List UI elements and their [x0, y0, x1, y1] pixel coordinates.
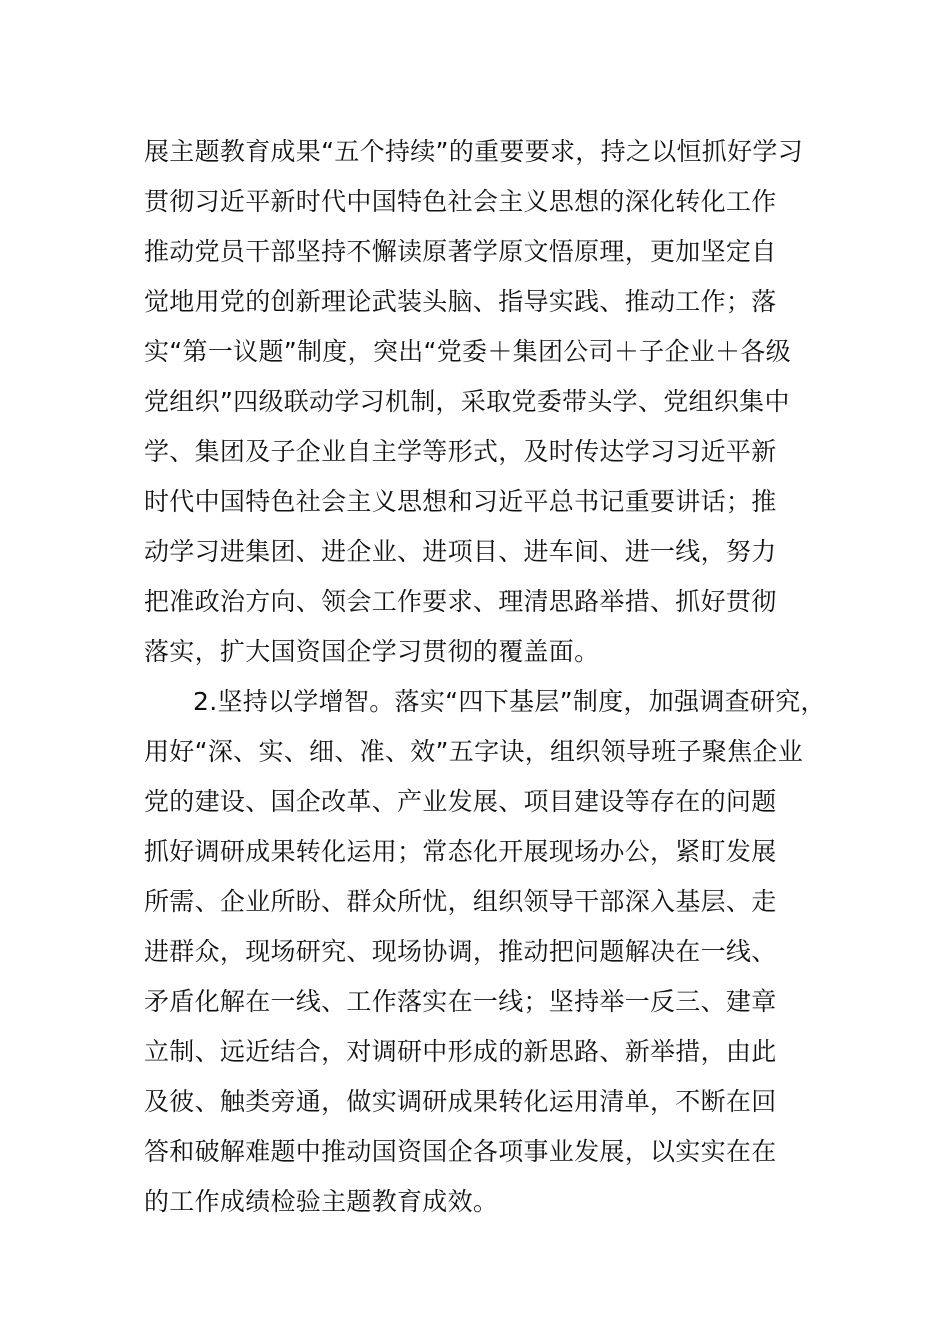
text-line: 党组织”四级联动学习机制，采取党委带头学、党组织集中	[144, 387, 790, 416]
text-line: 学、集团及子企业自主学等形式，及时传达学习习近平新	[144, 437, 777, 466]
text-line: 觉地用党的创新理论武装头脑、指导实践、推动工作；落	[144, 287, 777, 316]
text-line: 的工作成绩检验主题教育成效。	[144, 1187, 499, 1216]
text-line: 矛盾化解在一线、工作落实在一线；坚持举一反三、建章	[144, 987, 777, 1016]
text-line: 贯彻习近平新时代中国特色社会主义思想的深化转化工作	[144, 187, 777, 216]
text-line: 进群众，现场研究、现场协调，推动把问题解决在一线、	[144, 937, 777, 966]
paragraph-1	[144, 127, 834, 677]
text-line: 把准政治方向、领会工作要求、理清思路举措、抓好贯彻	[144, 587, 777, 616]
text-line: 实“第一议题”制度，突出“党委＋集团公司＋子企业＋各级	[144, 337, 791, 366]
text-line: 时代中国特色社会主义思想和习近平总书记重要讲话；推	[144, 487, 777, 516]
body-text	[144, 127, 834, 1227]
text-line: 用好“深、实、细、准、效”五字诀，组织领导班子聚焦企业	[144, 737, 804, 766]
paragraph-2	[144, 677, 834, 1227]
text-line: 抓好调研成果转化运用；常态化开展现场办公，紧盯发展	[144, 837, 777, 866]
text-line: 答和破解难题中推动国资国企各项事业发展，以实实在在	[144, 1137, 777, 1166]
text-line: 立制、远近结合，对调研中形成的新思路、新举措，由此	[144, 1037, 777, 1066]
text-line: 推动党员干部坚持不懈读原著学原文悟原理，更加坚定自	[144, 237, 777, 266]
text-line: 落实，扩大国资国企学习贯彻的覆盖面。	[144, 637, 600, 666]
text-line: 及彼、触类旁通，做实调研成果转化运用清单，不断在回	[144, 1087, 777, 1116]
text-line: 党的建设、国企改革、产业发展、项目建设等存在的问题	[144, 787, 777, 816]
text-line: 动学习进集团、进企业、进项目、进车间、进一线，努力	[144, 537, 777, 566]
text-line: 所需、企业所盼、群众所忧，组织领导干部深入基层、走	[144, 887, 777, 916]
text-line: 展主题教育成果“五个持续”的重要要求，持之以恒抓好学习	[144, 137, 804, 166]
text-line: 2.坚持以学增智。落实“四下基层”制度，加强调查研究，	[193, 687, 826, 716]
